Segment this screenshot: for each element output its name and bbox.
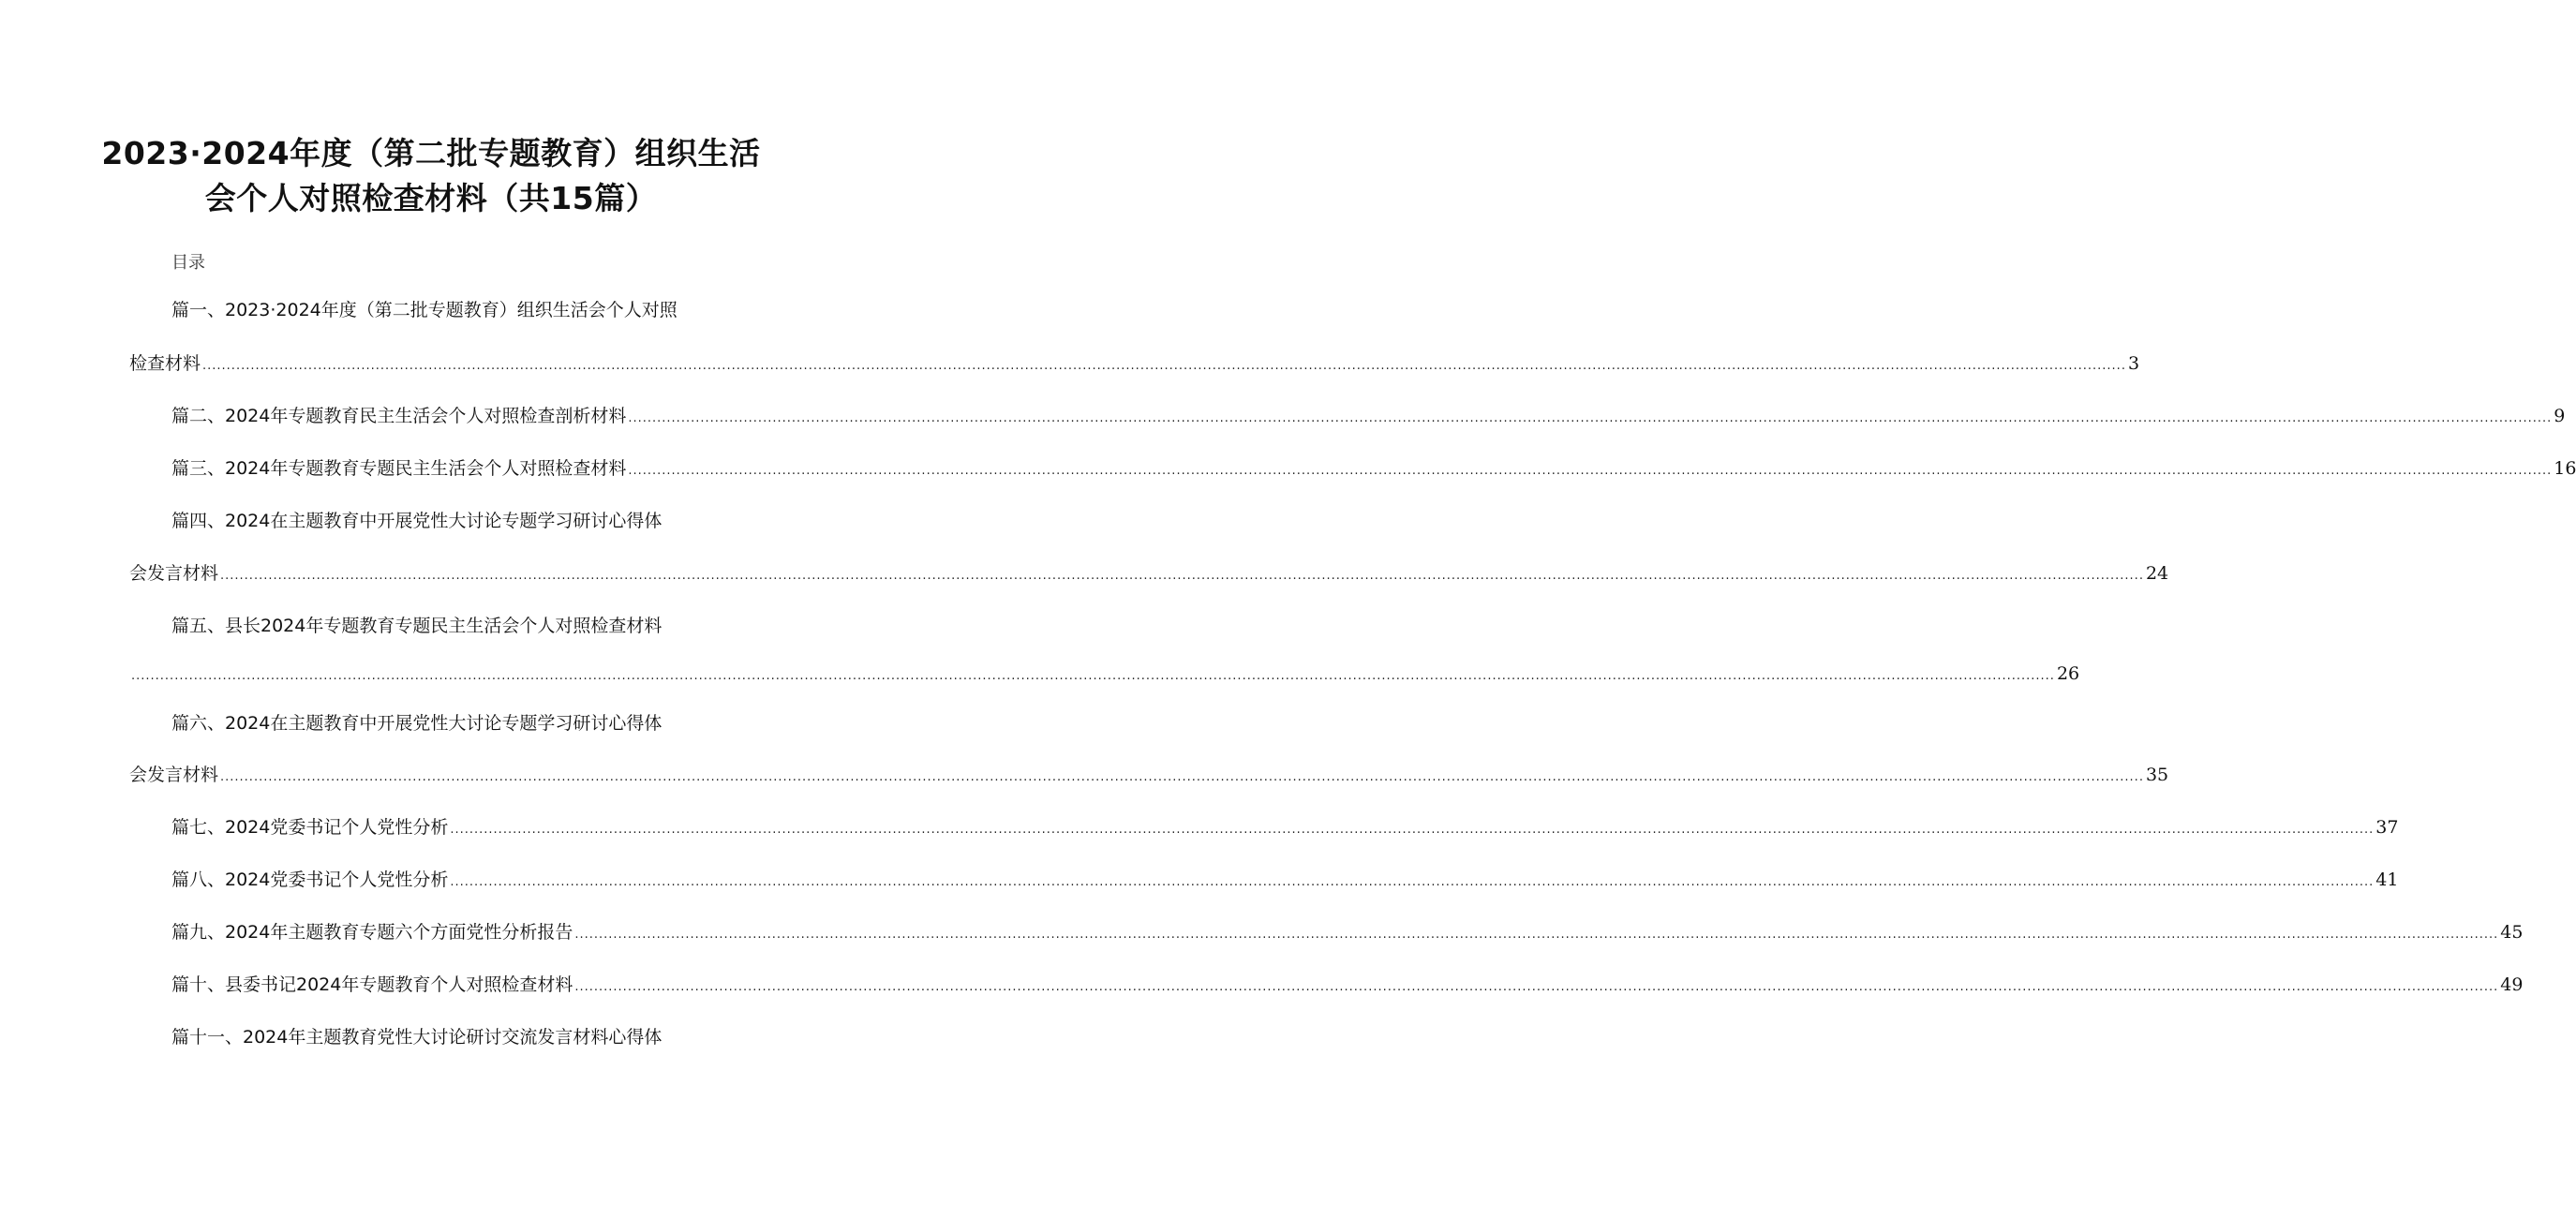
leader-dots: ................................................................................................................................................................................................................................................................................................................................................................................................................ — [220, 569, 2144, 583]
toc-page-number: 49 — [2500, 974, 2524, 995]
leader-dots: ................................................................................................................................................................................................................................................................................................................................................................................................................ — [628, 411, 2553, 425]
toc-page-number: 9 — [2554, 406, 2566, 426]
toc-entry-5-line-1: 篇五、县长2024年专题教育专题民主生活会个人对照检查材料 — [171, 616, 663, 636]
toc-entry-8 — [171, 866, 2399, 894]
toc-page-number: 24 — [2145, 563, 2169, 584]
toc-entry-label: 检查材料 — [129, 353, 201, 374]
toc-entry-6-line-1: 篇六、2024在主题教育中开展党性大讨论专题学习研讨心得体 — [171, 713, 663, 734]
toc-entry-9 — [171, 918, 2524, 946]
toc-entry-7 — [171, 813, 2399, 841]
toc-entry-4-line-1: 篇四、2024在主题教育中开展党性大讨论专题学习研讨心得体 — [171, 511, 663, 531]
toc-page-number: 16 — [2554, 458, 2576, 479]
toc-entry-4-line-2 — [129, 559, 2169, 587]
toc-entry-10 — [171, 971, 2524, 999]
toc-entry-label: 篇三、2024年专题教育专题民主生活会个人对照检查材料 — [171, 458, 627, 479]
toc-entry-5-line-2 — [129, 660, 2080, 688]
leader-dots: ................................................................................................................................................................................................................................................................................................................................................................................................................ — [450, 875, 2375, 889]
toc-page-number: 3 — [2127, 353, 2140, 374]
toc-page-number: 45 — [2500, 922, 2524, 943]
toc-entry-1-line-1: 篇一、2023·2024年度（第二批专题教育）组织生活会个人对照 — [171, 300, 678, 320]
toc-entry-label: 篇九、2024年主题教育专题六个方面党性分析报告 — [171, 922, 573, 943]
leader-dots: ................................................................................................................................................................................................................................................................................................................................................................................................................ — [574, 928, 2499, 942]
toc-entry-3 — [171, 454, 2576, 483]
toc-entry-label: 篇二、2024年专题教育民主生活会个人对照检查剖析材料 — [171, 406, 627, 426]
toc-entry-6-line-2 — [129, 761, 2169, 789]
toc-entry-11-line-1: 篇十一、2024年主题教育党性大讨论研讨交流发言材料心得体 — [171, 1027, 663, 1048]
leader-dots: ................................................................................................................................................................................................................................................................................................................................................................................................................ — [628, 464, 2553, 478]
toc-entry-label: 会发言材料 — [129, 765, 219, 785]
toc-entry-label: 篇七、2024党委书记个人党性分析 — [171, 817, 449, 838]
toc-page-number: 26 — [2056, 663, 2080, 684]
toc-entry-2 — [171, 402, 2566, 430]
leader-dots: ................................................................................................................................................................................................................................................................................................................................................................................................................ — [220, 770, 2144, 784]
toc-entry-label: 篇八、2024党委书记个人党性分析 — [171, 870, 449, 890]
leader-dots: ................................................................................................................................................................................................................................................................................................................................................................................................................ — [202, 359, 2126, 373]
leader-dots: ................................................................................................................................................................................................................................................................................................................................................................................................................ — [574, 980, 2499, 994]
leader-dots: ................................................................................................................................................................................................................................................................................................................................................................................................................ — [131, 669, 2055, 683]
document-title-line-2: 会个人对照检查材料（共15篇） — [204, 180, 658, 216]
toc-heading: 目录 — [171, 253, 205, 273]
toc-entry-label: 会发言材料 — [129, 563, 219, 584]
leader-dots: ................................................................................................................................................................................................................................................................................................................................................................................................................ — [450, 823, 2375, 837]
toc-page-number: 35 — [2145, 765, 2169, 785]
toc-page-number: 37 — [2375, 817, 2399, 838]
document-title-line-1: 2023·2024年度（第二批专题教育）组织生活 — [101, 135, 761, 171]
toc-entry-1-line-2 — [129, 349, 2140, 378]
toc-entry-label: 篇十、县委书记2024年专题教育个人对照检查材料 — [171, 974, 573, 995]
toc-page-number: 41 — [2375, 870, 2399, 890]
